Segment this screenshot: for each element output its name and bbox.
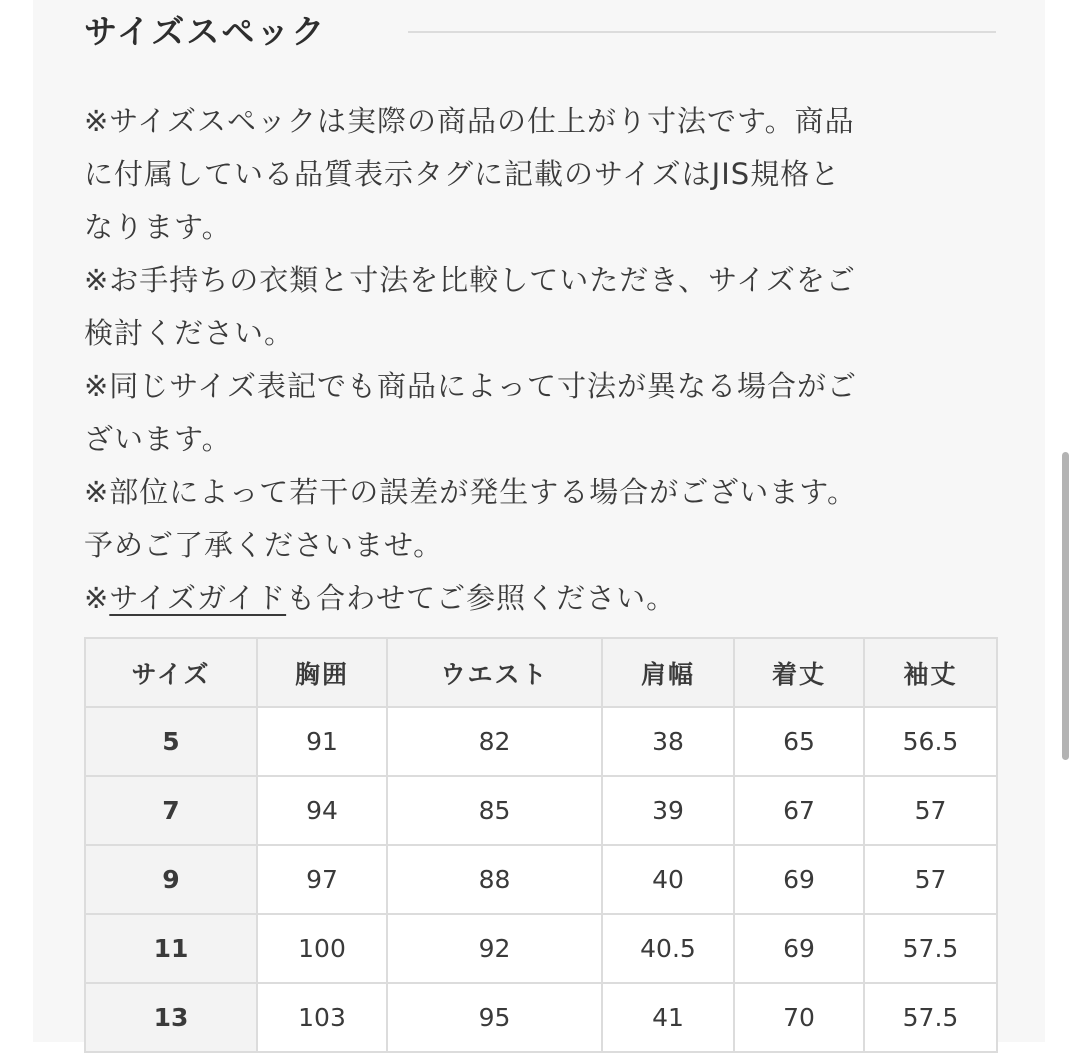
header-shoulder: 肩幅 xyxy=(602,638,734,707)
note-line-guide xyxy=(84,572,1004,625)
guide-suffix: も合わせてご参照ください。 xyxy=(286,581,677,615)
cell-size: 11 xyxy=(85,914,257,983)
cell-size: 5 xyxy=(85,707,257,776)
cell-sleeve: 57 xyxy=(864,776,997,845)
table-row xyxy=(85,914,997,983)
cell-size: 7 xyxy=(85,776,257,845)
title-divider xyxy=(408,31,996,33)
header-size: サイズ xyxy=(85,638,257,707)
cell-waist: 95 xyxy=(387,983,602,1052)
note-line: ※部位によって若干の誤差が発生する場合がございます。 xyxy=(84,475,857,509)
cell-sleeve: 57.5 xyxy=(864,914,997,983)
cell-length: 69 xyxy=(734,845,864,914)
note-line: に付属している品質表示タグに記載のサイズはJIS規格と xyxy=(84,157,841,191)
table-row xyxy=(85,707,997,776)
cell-waist: 92 xyxy=(387,914,602,983)
size-guide-link[interactable]: サイズガイド xyxy=(109,581,287,615)
note-line: ※お手持ちの衣類と寸法を比較していただき、サイズをご xyxy=(84,263,856,297)
cell-length: 69 xyxy=(734,914,864,983)
cell-sleeve: 56.5 xyxy=(864,707,997,776)
note-line: 検討ください。 xyxy=(84,316,295,350)
cell-sleeve: 57.5 xyxy=(864,983,997,1052)
cell-shoulder: 38 xyxy=(602,707,734,776)
note-line: ※同じサイズ表記でも商品によって寸法が異なる場合がご xyxy=(84,369,857,403)
guide-prefix: ※ xyxy=(84,581,110,615)
cell-waist: 88 xyxy=(387,845,602,914)
scrollbar-thumb[interactable] xyxy=(1062,452,1069,760)
cell-length: 65 xyxy=(734,707,864,776)
cell-chest: 91 xyxy=(257,707,387,776)
cell-sleeve: 57 xyxy=(864,845,997,914)
cell-chest: 94 xyxy=(257,776,387,845)
cell-waist: 82 xyxy=(387,707,602,776)
note-line: ざいます。 xyxy=(84,422,232,456)
table-header-row xyxy=(85,638,997,707)
header-chest: 胸囲 xyxy=(257,638,387,707)
size-spec-table xyxy=(84,637,998,1053)
size-notes xyxy=(84,95,1004,625)
header-length: 着丈 xyxy=(734,638,864,707)
cell-length: 67 xyxy=(734,776,864,845)
cell-shoulder: 40 xyxy=(602,845,734,914)
note-line: ※サイズスペックは実際の商品の仕上がり寸法です。商品 xyxy=(84,104,855,138)
header-sleeve: 袖丈 xyxy=(864,638,997,707)
cell-chest: 100 xyxy=(257,914,387,983)
note-line: 予めご了承くださいませ。 xyxy=(84,528,444,562)
cell-shoulder: 41 xyxy=(602,983,734,1052)
section-title: サイズスペック xyxy=(84,12,327,51)
table-row xyxy=(85,845,997,914)
cell-size: 9 xyxy=(85,845,257,914)
cell-size: 13 xyxy=(85,983,257,1052)
cell-shoulder: 39 xyxy=(602,776,734,845)
header-waist: ウエスト xyxy=(387,638,602,707)
cell-length: 70 xyxy=(734,983,864,1052)
cell-chest: 103 xyxy=(257,983,387,1052)
table-row xyxy=(85,776,997,845)
note-line: なります。 xyxy=(84,210,232,244)
cell-shoulder: 40.5 xyxy=(602,914,734,983)
cell-waist: 85 xyxy=(387,776,602,845)
cell-chest: 97 xyxy=(257,845,387,914)
